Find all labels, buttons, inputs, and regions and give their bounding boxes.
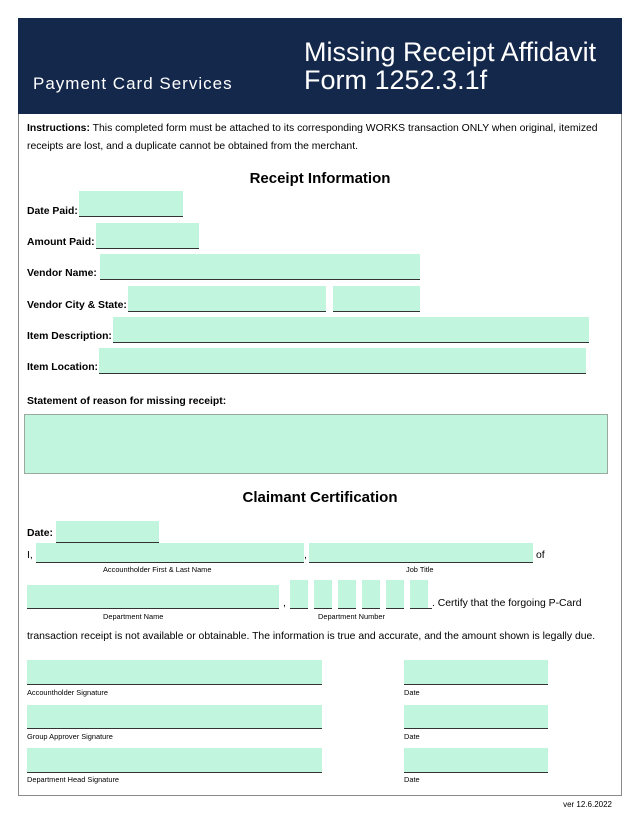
instructions-label: Instructions:: [27, 123, 90, 134]
claimant-date-label: Date:: [27, 528, 53, 539]
instructions: [27, 120, 617, 156]
form-title: [304, 38, 596, 94]
accountholder-name-field[interactable]: [36, 543, 304, 563]
group-approver-signature-caption: Group Approver Signature: [27, 732, 113, 741]
vendor-city-field[interactable]: [128, 286, 326, 312]
accountholder-signature-caption: Accountholder Signature: [27, 688, 108, 697]
job-title-caption: Job Title: [406, 565, 434, 574]
accountholder-date-caption: Date: [404, 688, 420, 697]
i-label: I,: [27, 550, 33, 561]
of-label: of: [536, 550, 545, 561]
job-title-field[interactable]: [309, 543, 533, 563]
form-title-line1: Missing Receipt Affidavit: [304, 37, 597, 67]
item-description-label: Item Description:: [27, 331, 112, 342]
accountholder-signature-field[interactable]: [27, 660, 322, 685]
department-name-field[interactable]: [27, 585, 279, 609]
date-paid-field[interactable]: [79, 191, 183, 217]
vendor-name-label: Vendor Name:: [27, 268, 97, 279]
instructions-text: This completed form must be attached to its corresponding WORKS transaction ONLY when original, itemized receipts are lost, and a duplicate cannot be obtained from the merchant.: [27, 123, 598, 152]
department-number-digit-1[interactable]: [290, 580, 308, 609]
version-label: ver 12.6.2022: [563, 800, 612, 809]
statement-field[interactable]: [24, 414, 608, 474]
form-title-line2: Form 1252.3.1f: [304, 65, 488, 95]
certification-statement: transaction receipt is not available or obtainable. The information is true and accurate, and the amount shown is legally due.: [27, 631, 596, 642]
department-head-date-field[interactable]: [404, 748, 548, 773]
header-banner: [18, 18, 622, 114]
accountholder-name-caption: Accountholder First & Last Name: [103, 565, 212, 574]
claimant-title: Claimant Certification: [242, 489, 398, 506]
amount-paid-field[interactable]: [96, 223, 199, 249]
department-number-digit-3[interactable]: [338, 580, 356, 609]
vendor-city-state-label: Vendor City & State:: [27, 300, 127, 311]
comma-1: ,: [304, 550, 307, 561]
department-number-digit-4[interactable]: [362, 580, 380, 609]
department-head-signature-caption: Department Head Signature: [27, 775, 120, 784]
statement-label: Statement of reason for missing receipt:: [27, 396, 227, 407]
department-number-digit-5[interactable]: [386, 580, 404, 609]
amount-paid-label: Amount Paid:: [27, 237, 95, 248]
department-head-signature-field[interactable]: [27, 748, 322, 773]
claimant-date-field[interactable]: [56, 521, 159, 543]
comma-2: ,: [283, 598, 286, 609]
group-approver-date-field[interactable]: [404, 705, 548, 729]
item-location-label: Item Location:: [27, 362, 99, 373]
department-number-caption: Department Number: [318, 612, 385, 621]
group-approver-date-caption: Date: [404, 732, 420, 741]
item-description-field[interactable]: [113, 317, 589, 343]
group-approver-signature-field[interactable]: [27, 705, 322, 729]
certify-text: . Certify that the forgoing P-Card: [432, 598, 582, 609]
accountholder-date-field[interactable]: [404, 660, 548, 685]
receipt-info-title: Receipt Information: [249, 170, 391, 187]
department-number-digit-6[interactable]: [410, 580, 428, 609]
vendor-name-field[interactable]: [100, 254, 420, 280]
vendor-state-field[interactable]: [333, 286, 420, 312]
department-name: Payment Card Services: [33, 74, 233, 93]
department-name-caption: Department Name: [103, 612, 164, 621]
department-number-digit-2[interactable]: [314, 580, 332, 609]
department-head-date-caption: Date: [404, 775, 420, 784]
item-location-field[interactable]: [99, 348, 586, 374]
date-paid-label: Date Paid:: [27, 206, 78, 217]
